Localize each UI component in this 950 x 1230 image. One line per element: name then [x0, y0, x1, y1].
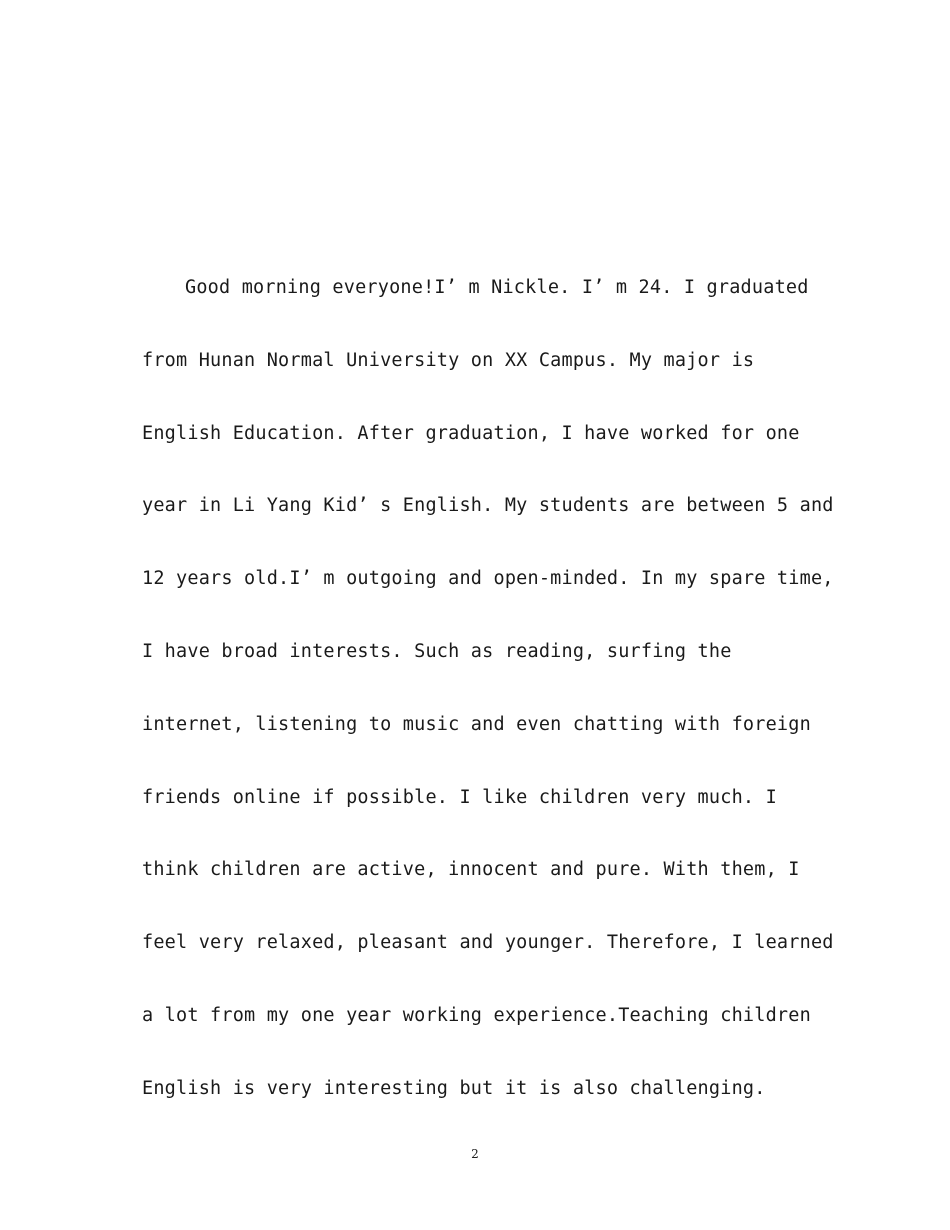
paragraph-line: 12 years old.I’ m outgoing and open-minded. In my spare time, [142, 568, 834, 590]
paragraph-line: a lot from my one year working experience.Teaching children [142, 1004, 811, 1026]
paragraph-line: think children are active, innocent and pure. With them, I [142, 859, 800, 881]
paragraph-line: friends online if possible. I like children very much. I [142, 786, 777, 808]
paragraph-line: English Education. After graduation, I have worked for one [142, 422, 800, 444]
body-paragraph [142, 268, 834, 1142]
paragraph-line: year in Li Yang Kid’ s English. My students are between 5 and [142, 495, 834, 517]
paragraph-line: internet, listening to music and even chatting with foreign [142, 713, 811, 735]
paragraph-line: Good morning everyone!I’ m Nickle. I’ m 24. I graduated [185, 277, 809, 298]
paragraph-line: from Hunan Normal University on XX Campus. My major is [142, 349, 755, 371]
paragraph-line: English is very interesting but it is also challenging. [142, 1077, 766, 1099]
page-number: 2 [471, 1147, 479, 1161]
paragraph-line: I have broad interests. Such as reading, surfing the [142, 640, 732, 662]
paragraph-line: feel very relaxed, pleasant and younger. Therefore, I learned [142, 932, 834, 954]
